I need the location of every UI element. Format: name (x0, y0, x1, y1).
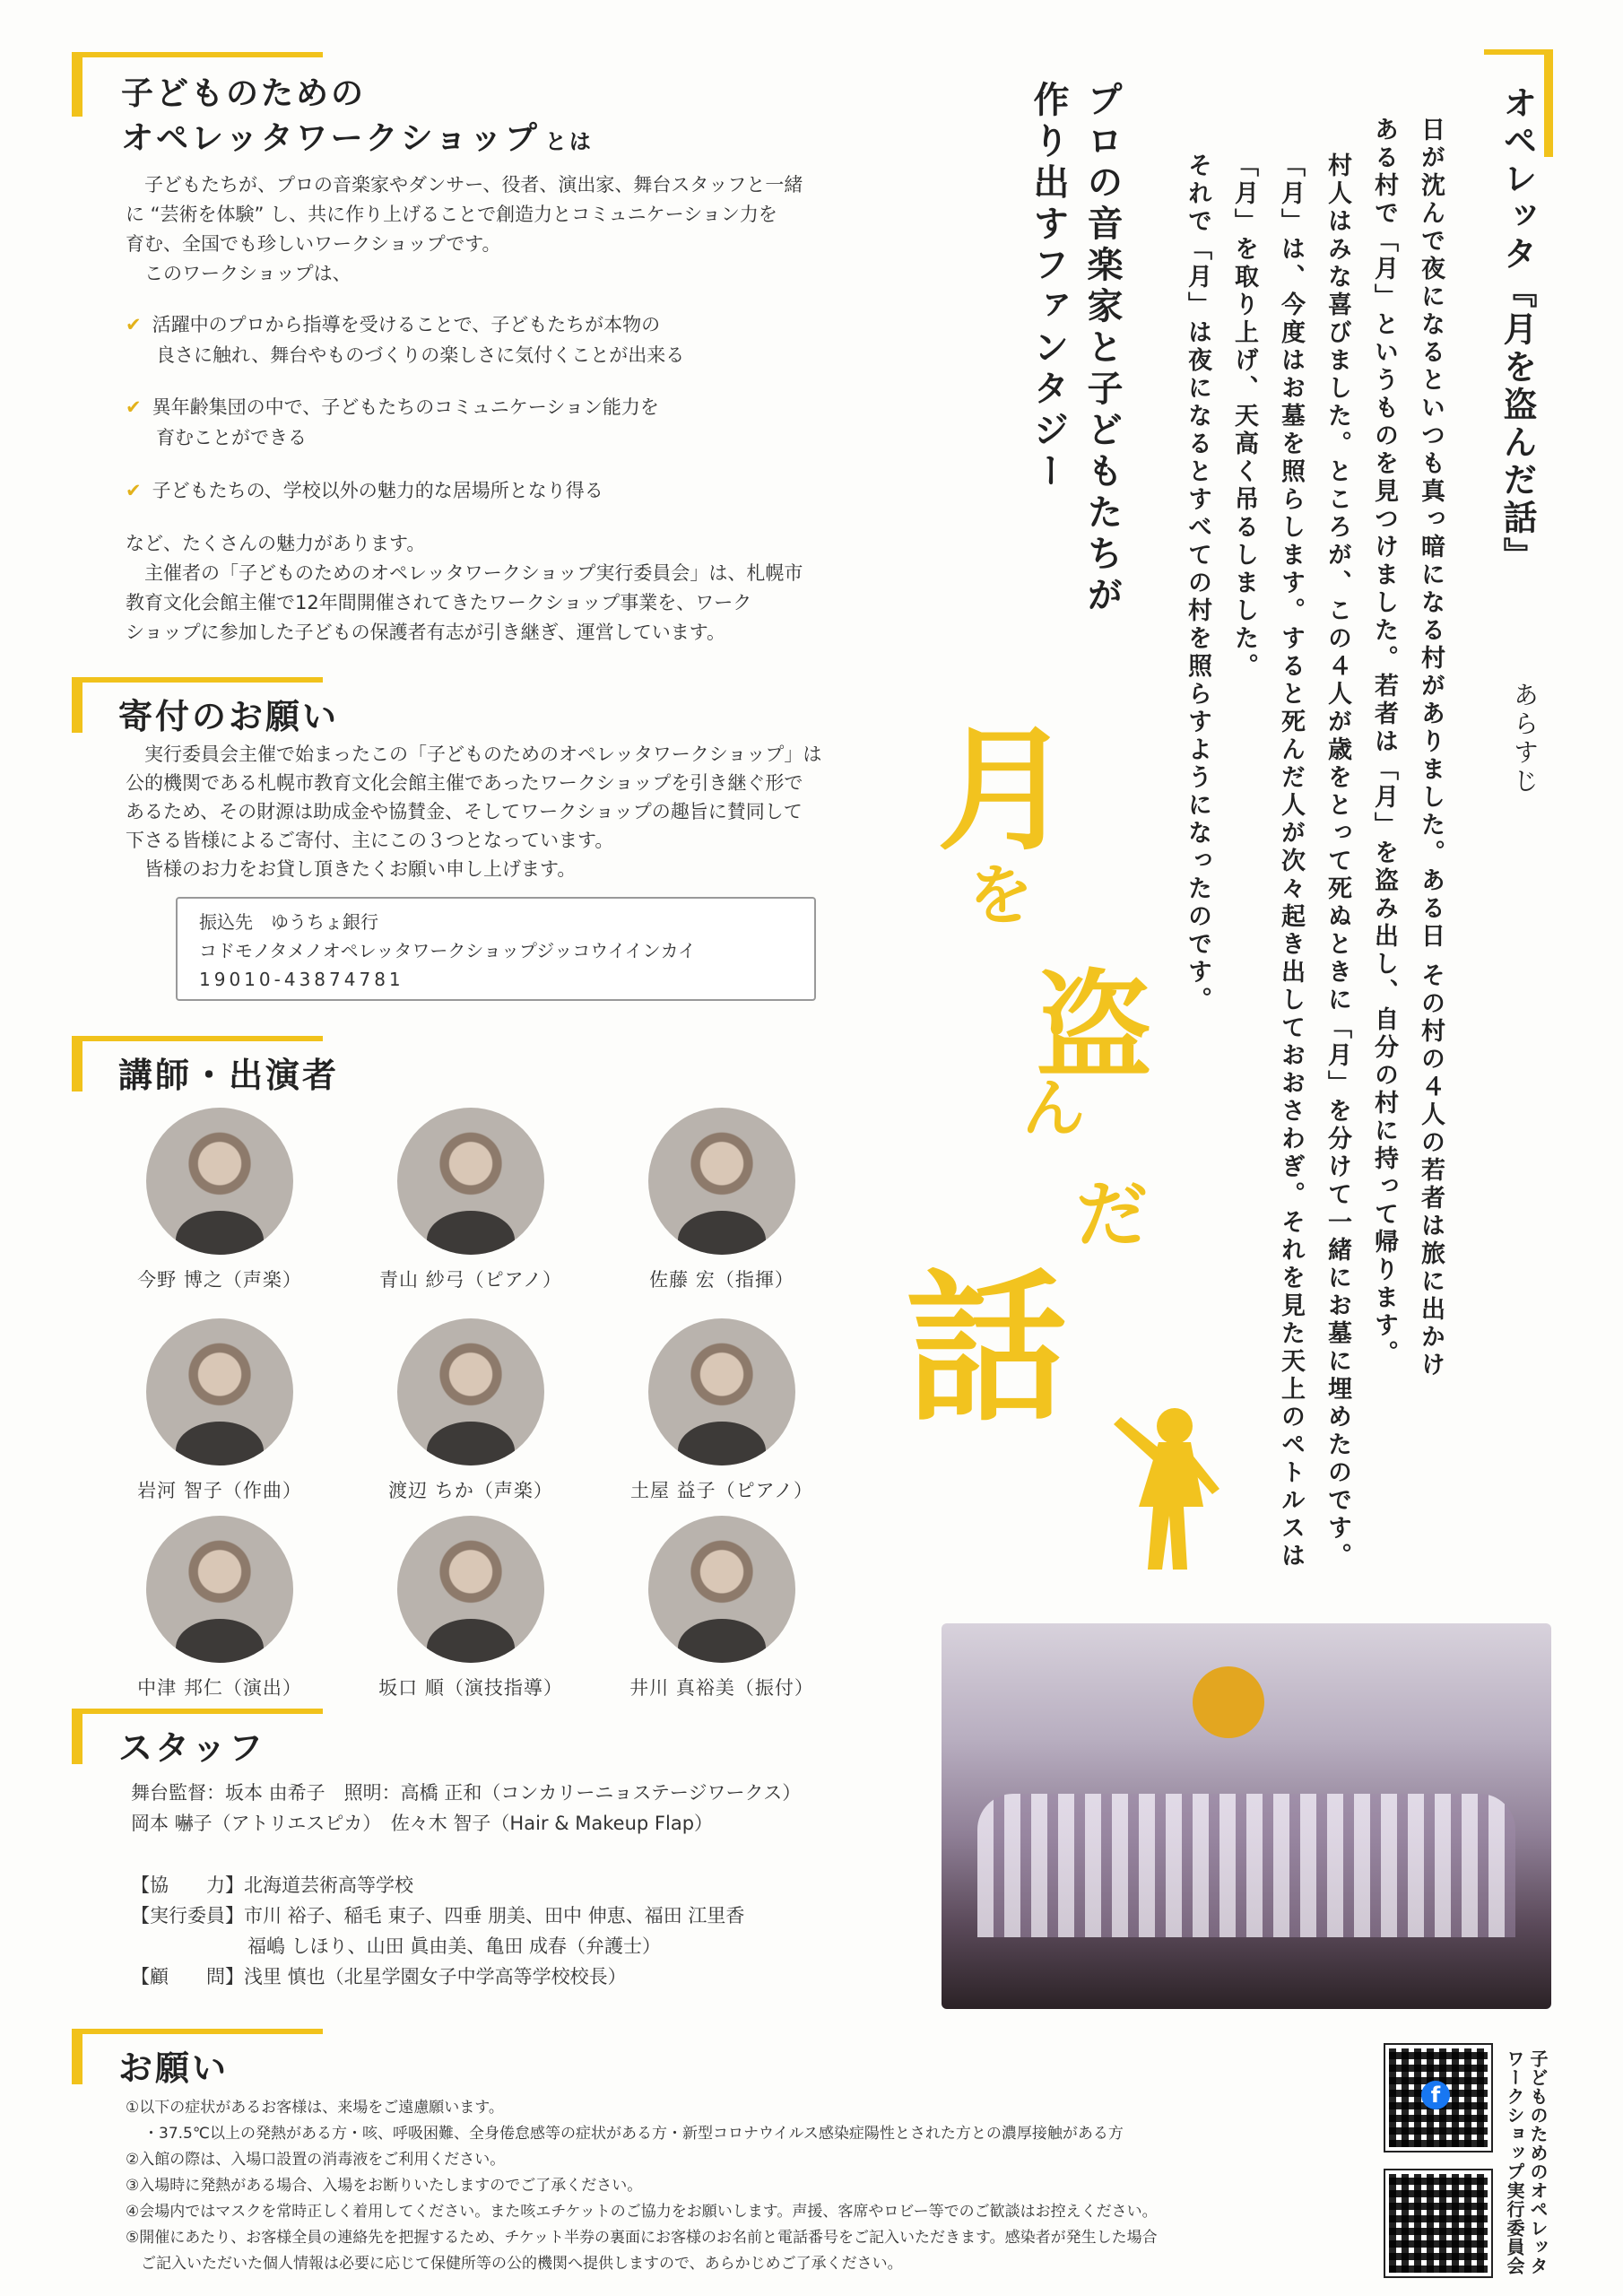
point-text: 子どもたちの、学校以外の魅力的な居場所となり得る (152, 480, 603, 501)
account-number: 19010-43874781 (199, 969, 404, 990)
performer-name: 今野 博之（声楽） (137, 1269, 302, 1291)
org-name-line1: 子どものためのオペレッタ (1527, 2049, 1549, 2275)
synopsis-column: 村人はみな喜びました。ところが、この４人が歳をとって死ぬときに「月」を分けて一緒にお墓に埋めたのです。 (1324, 152, 1351, 1570)
notice-line: ①以下の症状があるお客様は、来場をご遠慮願います。 (126, 2099, 504, 2117)
bank-label: 振込先 ゆうちょ銀行 (199, 911, 378, 933)
performer-name: 青山 紗弓（ピアノ） (379, 1269, 562, 1291)
committee-label: 【実行委員】 (131, 1905, 244, 1926)
tagline-line1: プロの音楽家と子どもたちが (1081, 81, 1123, 617)
notice-title: お願い (118, 2048, 230, 2088)
about-intro-line: に “芸術を体験” し、共に作り上げることで創造力とコミュニケーション力を (126, 204, 777, 225)
performer-photo (397, 1108, 544, 1255)
performer-card (117, 1108, 323, 1292)
about-point-3 (126, 475, 603, 506)
about-point-2 (126, 392, 659, 453)
tagline-line2: 作り出すファンタジー (1028, 81, 1069, 493)
section-marker-top (72, 1709, 323, 1714)
performer-card (117, 1516, 323, 1700)
coop-value: 北海道芸術高等学校 (244, 1874, 413, 1896)
synopsis-title-suffix: あらすじ (1510, 682, 1540, 796)
performer-card (117, 1318, 323, 1503)
about-intro-line: このワークショップは、 (126, 263, 352, 284)
about-outro-line: ショップに参加した子どもの保護者有志が引き継ぎ、運営しています。 (126, 622, 726, 643)
committee-value: 市川 裕子、稲毛 東子、四垂 朋美、田中 伸恵、福田 江里香 (244, 1905, 745, 1926)
advisor-label: 【顧 問】 (131, 1966, 244, 1987)
about-title-main: オペレッタワークショップ (121, 120, 540, 157)
section-marker (1544, 49, 1553, 157)
notice-line: ②入館の際は、入場口設置の消毒液をご利用ください。 (126, 2151, 506, 2169)
section-marker-top (72, 677, 323, 683)
performer-name: 渡辺 ちか（声楽） (388, 1480, 553, 1501)
notice-line: ご記入いただいた個人情報は必要に応じて保健所等の公的機関へ提供しますので、あらかじめご了承ください。 (126, 2255, 903, 2273)
performer-card (368, 1318, 574, 1503)
section-marker-top (72, 2029, 323, 2034)
big-title-char: 盗 (1036, 957, 1153, 1094)
about-outro (126, 529, 803, 648)
about-intro-line: 子どもたちが、プロの音楽家やダンサー、役者、演出家、舞台スタッフと一緒 (126, 174, 803, 196)
qr-code-website[interactable] (1385, 2170, 1491, 2276)
performer-card (619, 1108, 825, 1292)
donation-line: 皆様のお力をお貸し頂きたくお願い申し上げます。 (126, 858, 577, 880)
donation-line: あるため、その財源は助成金や協賛金、そしてワークショップの趣旨に賛同して (126, 801, 803, 822)
big-title-char: ん (1022, 1072, 1085, 1145)
section-marker (72, 677, 82, 733)
donation-line: 実行委員会主催で始まったこの「子どものためのオペレッタワークショップ」は (126, 744, 822, 765)
synopsis-title-main: オペレッタ『月を盗んだ話』 (1497, 85, 1537, 575)
staff-list (131, 1778, 801, 1839)
staff-title: スタッフ (118, 1728, 266, 1768)
notice-line: ・37.5℃以上の発熱がある方・咳、呼吸困難、全身倦怠感等の症状がある方・新型コロナウイルス感染症陽性とされた方との濃厚接触がある方 (143, 2125, 1124, 2143)
big-title-char: 月 (937, 711, 1072, 869)
staff-credits (131, 1870, 744, 1992)
staff-line: 舞台監督：坂本 由希子 照明：高橋 正和（コンカリーニョステージワークス） (131, 1782, 802, 1804)
performer-photo (397, 1516, 544, 1663)
account-name: コドモノタメノオペレッタワークショップジッコウイインカイ (199, 940, 696, 961)
staff-line: 岡本 嚇子（アトリエスピカ） 佐々木 智子（Hair & Makeup Flap） (131, 1813, 714, 1834)
about-outro-line: 主催者の「子どものためのオペレッタワークショップ実行委員会」は、札幌市 (126, 562, 803, 584)
stage-photo (942, 1623, 1551, 2009)
section-marker (72, 1709, 82, 1764)
section-marker (72, 2029, 82, 2084)
notice-line: ③入場時に発熱がある場合、入場をお断りいたしますのでご了承ください。 (126, 2177, 643, 2195)
org-name-line2: ワークショップ実行委員会 (1504, 2049, 1525, 2275)
donation-line: 下さる皆様によるご寄付、主にこの３つとなっています。 (126, 830, 614, 851)
check-icon: ✔ (126, 396, 142, 418)
coop-label: 【協 力】 (131, 1874, 244, 1896)
point-text: 育むことができる (156, 427, 307, 448)
point-text: 良さに触れ、舞台やものづくりの楽しさに気付くことが出来る (156, 344, 685, 366)
notice-line: ⑤開催にあたり、お客様全員の連絡先を把握するため、チケット半券の裏面にお客様のお名前と電話番号をご記入いただきます。感染者が発生した場合 (126, 2229, 1158, 2247)
performer-photo (648, 1108, 795, 1255)
synopsis-column: 「月」は、今度はお墓を照らします。すると死んだ人が次々起き出しておおさわぎ。それを見た天上のペトルスは (1277, 152, 1305, 1570)
big-title-char: 話 (906, 1254, 1068, 1443)
section-marker (72, 1036, 82, 1091)
section-marker (72, 52, 82, 117)
notice-list (126, 2095, 1158, 2277)
section-marker-top (72, 1036, 323, 1041)
synopsis-title (1493, 85, 1542, 575)
performer-photo (146, 1516, 293, 1663)
donation-line: 公的機関である札幌市教育文化会館主催であったワークショップを引き継ぐ形で (126, 772, 803, 794)
performer-name: 岩河 智子（作曲） (137, 1480, 302, 1501)
performer-name: 中津 邦仁（演出） (137, 1677, 302, 1699)
synopsis-column: 日が沈んで夜になるといつも真っ暗になる村がありました。ある日 その村の４人の若者は旅に出かけ (1417, 117, 1445, 1380)
donation-title: 寄付のお願い (118, 697, 340, 736)
performers-title: 講師・出演者 (118, 1056, 340, 1095)
facebook-icon: f (1421, 2081, 1450, 2109)
cast-group (977, 1794, 1515, 1937)
section-marker-top (72, 52, 323, 57)
synopsis-column: ある村で「月」というものを見つけました。若者は「月」を盗み出し、自分の村に持って帰ります。 (1370, 117, 1398, 1368)
performer-name: 佐藤 宏（指揮） (649, 1269, 794, 1291)
about-title-line1: 子どものための (121, 75, 367, 112)
bank-info-box (176, 897, 816, 1001)
about-point-1 (126, 309, 684, 370)
synopsis-column: 「月」を取り上げ、天高く吊るしました。 (1230, 152, 1258, 681)
performer-name: 井川 真裕美（振付） (629, 1677, 814, 1699)
about-intro (126, 170, 803, 289)
performer-card (368, 1516, 574, 1700)
moon-prop (1193, 1666, 1264, 1738)
performer-card (619, 1318, 825, 1503)
section-marker-top (1484, 49, 1553, 55)
about-title-suffix: とは (544, 129, 594, 154)
performer-photo (648, 1318, 795, 1465)
point-text: 活躍中のプロから指導を受けることで、子どもたちが本物の (152, 314, 661, 335)
performer-name: 土屋 益子（ピアノ） (630, 1480, 813, 1501)
performer-name: 坂口 順（演技指導） (378, 1677, 563, 1699)
about-title-line2 (121, 113, 594, 159)
notice-line: ④会場内ではマスクを常時正しく着用してください。また咳エチケットのご協力をお願いします。声援、客席やロビー等でのご歓談はお控えください。 (126, 2203, 1158, 2221)
performer-photo (397, 1318, 544, 1465)
bank-info (199, 908, 696, 994)
performer-photo (146, 1108, 293, 1255)
big-title-char: を (968, 857, 1034, 933)
check-icon: ✔ (126, 480, 142, 501)
about-intro-line: 育む、全国でも珍しいワークショップです。 (126, 233, 501, 255)
committee-value: 福嶋 しほり、山田 眞由美、亀田 成春（弁護士） (247, 1935, 662, 1957)
performer-card (368, 1108, 574, 1292)
performer-card (619, 1516, 825, 1700)
child-silhouette-icon (1103, 1399, 1237, 1578)
performer-photo (146, 1318, 293, 1465)
advisor-value: 浅里 慎也（北星学園女子中学高等学校校長） (244, 1966, 627, 1987)
about-outro-line: 教育文化会館主催で12年間開催されてきたワークショップ事業を、ワーク (126, 592, 752, 613)
performer-photo (648, 1516, 795, 1663)
synopsis-column: それで「月」は夜になるとすべての村を照らすようになったのです。 (1184, 152, 1211, 1014)
donation-body (126, 740, 821, 883)
check-icon: ✔ (126, 314, 142, 335)
about-outro-line: など、たくさんの魅力があります。 (126, 533, 426, 554)
point-text: 異年齢集団の中で、子どもたちのコミュニケーション能力を (152, 396, 659, 418)
big-title-char: だ (1076, 1173, 1148, 1257)
